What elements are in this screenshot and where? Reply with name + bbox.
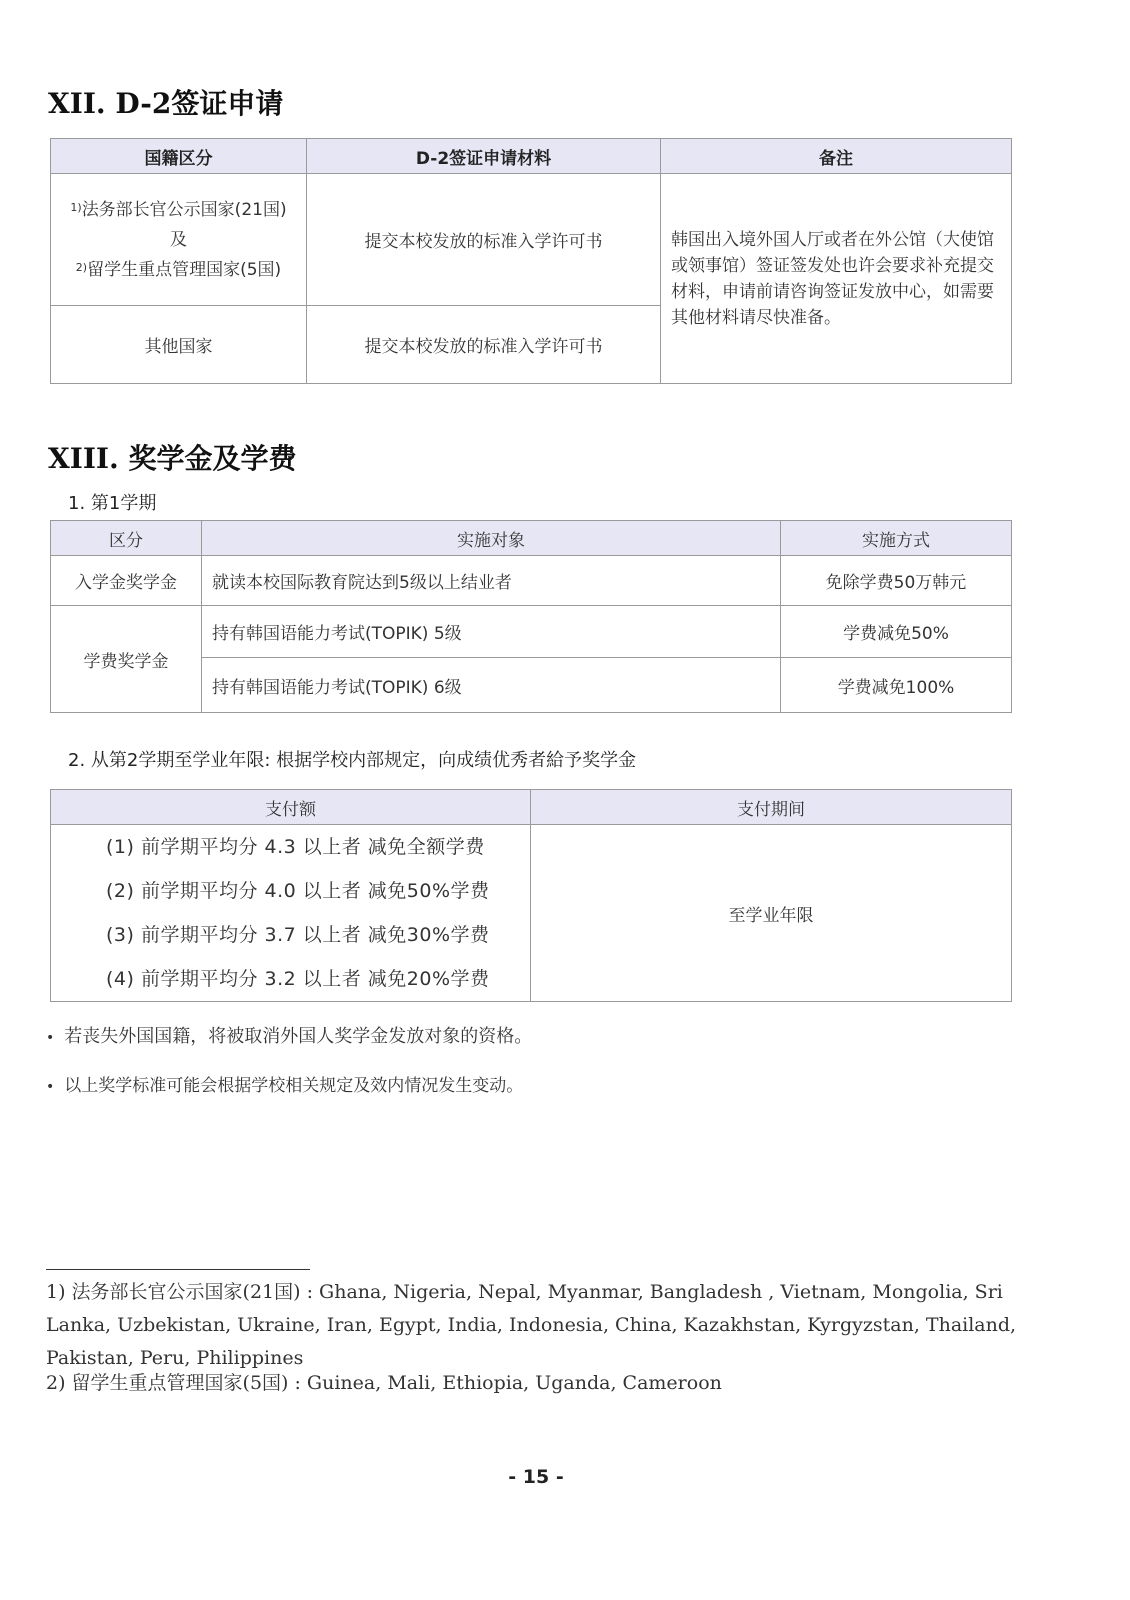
visa-nationality-other: 其他国家 [51, 306, 307, 384]
sch1-method-2: 学费减免50% [781, 606, 1012, 658]
semester1-subtitle: 1. 第1学期 [68, 493, 157, 514]
section-13-title: XIII. 奖学金及学费 [48, 442, 297, 475]
visa-header-remark: 备注 [661, 139, 1012, 174]
sch1-header-category: 区分 [51, 521, 202, 556]
visa-table [50, 138, 1012, 384]
visa-material-2: 提交本校发放的标准入学许可书 [307, 306, 661, 384]
score-line-1: (1) 前学期平均分 4.3 以上者 减免全额学费 [106, 836, 485, 858]
footnote-separator [46, 1269, 310, 1270]
bullet-1: • 若丧失外国国籍，将被取消外国人奖学金发放对象的资格。 [46, 1026, 533, 1047]
scholarship-table-2 [50, 789, 1012, 1002]
sch2-header-amount: 支付额 [51, 790, 531, 825]
score-line-4: (4) 前学期平均分 3.2 以上者 减免20%学费 [106, 968, 490, 990]
sch1-target-1: 就读本校国际教育院达到5级以上结业者 [202, 556, 781, 606]
page-number: - 15 - [508, 1466, 564, 1488]
sch1-category-tuition: 学费奖学金 [51, 606, 202, 713]
visa-nationality-designated: $^{1)}$法务部长官公示国家(21国) 及 $^{2)}$留学生重点管理国家(5国) [51, 174, 307, 306]
sch1-method-1: 免除学费50万韩元 [781, 556, 1012, 606]
sch2-period: 至学业年限 [531, 825, 1012, 1002]
sch2-header-period: 支付期间 [531, 790, 1012, 825]
sch2-amount-list [51, 825, 531, 1002]
visa-header-material: D-2签证申请材料 [307, 139, 661, 174]
scholarship-table-1 [50, 520, 1012, 713]
bullet-dot: • [46, 1079, 55, 1095]
semester2-subtitle: 2. 从第2学期至学业年限: 根据学校内部规定，向成绩优秀者給予奖学金 [68, 750, 637, 771]
sch1-target-3: 持有韩国语能力考试(TOPIK) 6级 [202, 658, 781, 713]
sch1-target-2: 持有韩国语能力考试(TOPIK) 5级 [202, 606, 781, 658]
visa-material-1: 提交本校发放的标准入学许可书 [307, 174, 661, 306]
visa-remark: 韩国出入境外国人厅或者在外公馆（大使馆或领事馆）签证签发处也许会要求补充提交材料，申请前请咨询签证发放中心，如需要其他材料请尽快准备。 [661, 174, 1012, 384]
section-12-title: XII. D-2签证申请 [48, 87, 284, 120]
sch1-method-3: 学费减免100% [781, 658, 1012, 713]
bullet-2: • 以上奖学标准可能会根据学校相关规定及效内情况发生变动。 [46, 1076, 524, 1096]
footnote-2: 2) 留学生重点管理国家(5国) : Guinea, Mali, Ethiopia, Uganda, Cameroon [46, 1372, 722, 1394]
bullet-dot: • [46, 1030, 55, 1046]
footnote-1: 1) 法务部长官公示国家(21国) : Ghana, Nigeria, Nepal, Myanmar, Bangladesh , Vietnam, Mongolia, Sri Lanka, Uzbekistan, Ukraine, Iran, Egypt, India, Indonesia, China, Kazakhstan, Kyrgyzstan, Thailand, Pakistan, Peru, Philippines [46, 1281, 1017, 1369]
sch1-category-entrance: 入学金奖学金 [51, 556, 202, 606]
score-line-2: (2) 前学期平均分 4.0 以上者 减免50%学费 [106, 880, 490, 902]
sch1-header-target: 实施对象 [202, 521, 781, 556]
sch1-header-method: 实施方式 [781, 521, 1012, 556]
score-line-3: (3) 前学期平均分 3.7 以上者 减免30%学费 [106, 924, 490, 946]
visa-header-nationality: 国籍区分 [51, 139, 307, 174]
